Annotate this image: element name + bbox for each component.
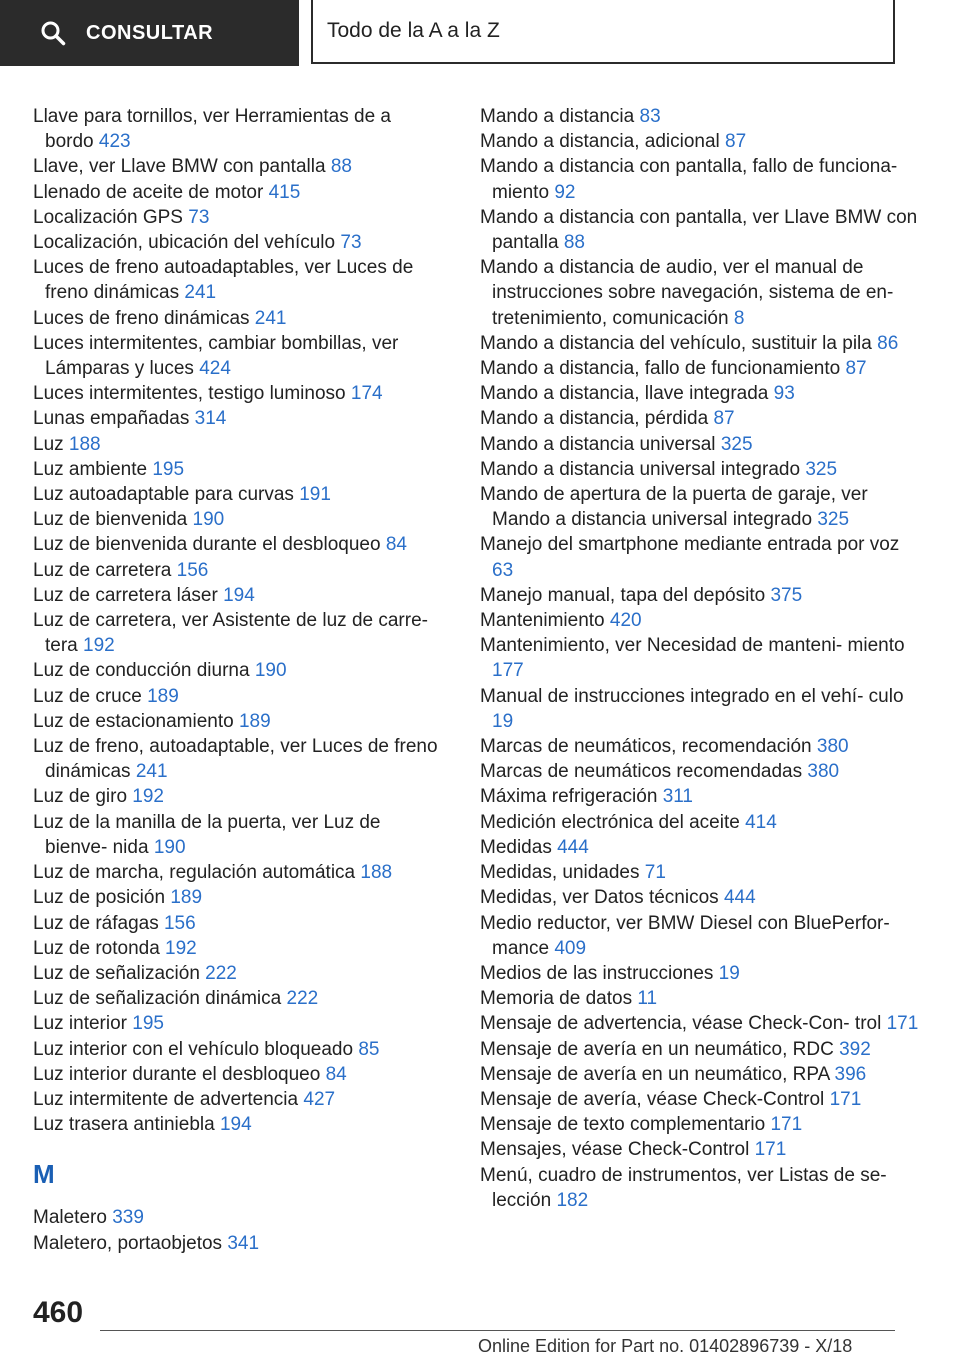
footer-divider <box>100 1330 895 1331</box>
page-link[interactable]: 182 <box>556 1189 589 1211</box>
entry-term: Mando a distancia, pérdida <box>480 408 709 430</box>
entry-term: Luz de freno, autoadaptable, ver Luces de freno dinámicas <box>33 736 438 783</box>
index-entry <box>480 1112 920 1137</box>
index-entry <box>33 1205 443 1230</box>
index-entry <box>480 381 920 406</box>
index-entry <box>480 860 920 885</box>
page-link[interactable]: 192 <box>165 937 197 959</box>
page-link[interactable]: 311 <box>662 786 693 808</box>
page-link[interactable]: 63 <box>492 559 514 581</box>
index-entry <box>33 1011 443 1036</box>
index-entry <box>480 633 920 683</box>
entry-term: Manejo manual, tapa del depósito <box>480 584 766 606</box>
index-entry <box>33 1062 443 1087</box>
page-header <box>0 0 960 66</box>
page-link[interactable]: 314 <box>194 408 227 430</box>
entry-term: Luz intermitente de advertencia <box>33 1088 299 1110</box>
entry-term: Mensaje de advertencia, véase Check-Con‐ trol <box>480 1013 882 1035</box>
page-link[interactable]: 375 <box>770 584 803 606</box>
index-entry <box>480 482 920 532</box>
entry-term: Luz de carretera láser <box>33 584 218 606</box>
index-entry <box>480 835 920 860</box>
entry-term: Mando a distancia, adicional <box>480 131 720 153</box>
index-list-right <box>480 104 920 1213</box>
page-link[interactable]: 171 <box>829 1088 862 1110</box>
page-link[interactable]: 241 <box>254 307 287 329</box>
page-link[interactable]: 380 <box>807 761 840 783</box>
entry-term: Máxima refrigeración <box>480 786 658 808</box>
entry-term: Localización GPS <box>33 206 183 228</box>
index-entry <box>33 961 443 986</box>
consultar-label: CONSULTAR <box>86 21 214 44</box>
page-link[interactable]: 222 <box>286 988 319 1010</box>
page-link[interactable]: 189 <box>147 685 179 707</box>
index-entry <box>33 482 443 507</box>
page-link[interactable]: 325 <box>805 458 838 480</box>
entry-term: Luz de carretera, ver Asistente de luz de carre‐ tera <box>33 610 428 657</box>
entry-term: Medición electrónica del aceite <box>480 811 740 833</box>
page-link[interactable]: 380 <box>816 736 849 758</box>
page-link[interactable]: 92 <box>554 181 576 203</box>
entry-term: Luces de freno dinámicas <box>33 307 250 329</box>
index-entry <box>480 457 920 482</box>
entry-term: Luces intermitentes, testigo luminoso <box>33 383 346 405</box>
entry-term: Luz de la manilla de la puerta, ver Luz de bienve‐ nida <box>33 811 381 858</box>
page-link[interactable]: 444 <box>557 836 589 858</box>
page-link[interactable]: 71 <box>644 862 666 884</box>
entry-term: Mando a distancia con pantalla, ver Llave BMW con pantalla <box>480 206 918 254</box>
index-entry <box>33 180 443 205</box>
page-link[interactable]: 93 <box>773 383 795 405</box>
entry-term: Mensaje de texto complementario <box>480 1114 766 1136</box>
entry-term: Llenado de aceite de motor <box>33 181 264 203</box>
index-entry <box>480 734 920 759</box>
page-link[interactable]: 88 <box>563 232 585 254</box>
page-link[interactable]: 19 <box>492 710 514 732</box>
index-column-right <box>480 104 920 1213</box>
entry-term: Llave, ver Llave BMW con pantalla <box>33 156 326 178</box>
index-list-left <box>33 104 443 1137</box>
page-link[interactable]: 171 <box>770 1114 803 1136</box>
entry-term: Marcas de neumáticos recomendadas <box>480 761 803 783</box>
page-number: 460 <box>33 1296 84 1329</box>
index-entry <box>33 381 443 406</box>
page-link[interactable]: 188 <box>68 433 101 455</box>
entry-term: Maletero <box>33 1207 107 1229</box>
page-link[interactable]: 396 <box>834 1063 867 1085</box>
entry-term: Mando a distancia universal <box>480 433 716 455</box>
entry-term: Luz de señalización <box>33 962 200 984</box>
letter-heading-m: M <box>33 1159 55 1190</box>
page-link[interactable]: 171 <box>754 1139 787 1161</box>
page-link[interactable]: 424 <box>199 358 231 380</box>
index-entry <box>480 154 920 204</box>
page-link[interactable]: 444 <box>723 887 756 909</box>
index-entry <box>33 406 443 431</box>
index-entry <box>33 1112 443 1137</box>
index-entry <box>480 986 920 1011</box>
index-entry <box>480 1163 920 1213</box>
index-entry <box>480 810 920 835</box>
entry-term: Mantenimiento, ver Necesidad de manteni‐ miento <box>480 635 905 657</box>
index-entry <box>33 608 443 658</box>
index-entry <box>480 684 920 734</box>
entry-term: Luces intermitentes, cambiar bombillas, ver Lámparas y luces <box>33 332 399 380</box>
entry-term: Luz de señalización dinámica <box>33 988 282 1010</box>
entry-term: Medidas, unidades <box>480 862 640 884</box>
page-link[interactable]: 84 <box>385 534 407 556</box>
index-entry <box>33 709 443 734</box>
entry-term: Luz de estacionamiento <box>33 710 234 732</box>
index-entry <box>33 684 443 709</box>
page-link[interactable]: 392 <box>839 1038 871 1060</box>
entry-term: Mantenimiento <box>480 610 605 632</box>
page-link[interactable]: 241 <box>135 761 168 783</box>
index-entry <box>33 558 443 583</box>
entry-term: Medios de las instrucciones <box>480 962 714 984</box>
page-link[interactable]: 190 <box>254 660 287 682</box>
page-link[interactable]: 86 <box>877 332 899 354</box>
page-link[interactable]: 19 <box>718 962 740 984</box>
index-entry <box>480 356 920 381</box>
page-link[interactable]: 420 <box>609 610 642 632</box>
entry-term: Medio reductor, ver BMW Diesel con BluePerfor‐ mance <box>480 912 890 959</box>
page-link[interactable]: 8 <box>733 307 745 329</box>
page-link[interactable]: 11 <box>637 988 658 1010</box>
index-entry <box>480 608 920 633</box>
index-entry <box>33 457 443 482</box>
page-link[interactable]: 88 <box>330 156 352 178</box>
index-entry <box>33 1087 443 1112</box>
index-entry <box>480 1062 920 1087</box>
page-link[interactable]: 192 <box>132 786 164 808</box>
entry-term: Luz de cruce <box>33 685 142 707</box>
page-link[interactable]: 156 <box>176 559 209 581</box>
page-link[interactable]: 423 <box>98 131 131 153</box>
entry-term: Luz de giro <box>33 786 128 808</box>
entry-term: Luz interior <box>33 1013 127 1035</box>
index-entry <box>33 885 443 910</box>
page-link[interactable]: 177 <box>492 660 524 682</box>
index-entry <box>480 583 920 608</box>
index-entry <box>480 885 920 910</box>
entry-term: Luz trasera antiniebla <box>33 1114 215 1136</box>
page-link[interactable]: 427 <box>303 1088 336 1110</box>
index-entry <box>480 1137 920 1162</box>
entry-term: Luz de conducción diurna <box>33 660 250 682</box>
index-entry <box>33 205 443 230</box>
index-entry <box>33 658 443 683</box>
entry-term: Luz <box>33 433 64 455</box>
page-link[interactable]: 85 <box>358 1038 380 1060</box>
entry-term: Mando a distancia, llave integrada <box>480 383 769 405</box>
entry-term: Medidas <box>480 836 552 858</box>
entry-term: Luz de rotonda <box>33 937 160 959</box>
page-link[interactable]: 84 <box>325 1063 347 1085</box>
entry-term: Mando a distancia, fallo de funcionamiento <box>480 358 841 380</box>
index-entry <box>33 507 443 532</box>
page-link[interactable]: 192 <box>83 635 115 657</box>
entry-term: Mando a distancia universal integrado <box>480 458 801 480</box>
entry-term: Mando a distancia con pantalla, fallo de funciona‐ miento <box>480 156 898 203</box>
entry-term: Manual de instrucciones integrado en el vehí‐ culo <box>480 685 904 707</box>
index-entry <box>480 1087 920 1112</box>
page-link[interactable]: 194 <box>223 584 255 606</box>
entry-term: Mando a distancia del vehículo, sustituir la pila <box>480 332 872 354</box>
index-entry <box>33 1037 443 1062</box>
index-entry <box>480 331 920 356</box>
entry-term: Luz de carretera <box>33 559 172 581</box>
entry-term: Luz de bienvenida durante el desbloqueo <box>33 534 381 556</box>
index-entry <box>33 810 443 860</box>
index-entry <box>33 583 443 608</box>
index-entry <box>33 986 443 1011</box>
page-link[interactable]: 194 <box>219 1114 252 1136</box>
consultar-tab[interactable] <box>0 0 299 66</box>
index-entry <box>480 784 920 809</box>
index-entry <box>33 1231 443 1256</box>
index-column-left <box>33 104 443 1256</box>
index-entry <box>33 734 443 784</box>
entry-term: Mensaje de avería en un neumático, RDC <box>480 1038 834 1060</box>
search-icon <box>40 20 66 46</box>
entry-term: Memoria de datos <box>480 988 633 1010</box>
index-entry <box>480 532 920 582</box>
page-link[interactable]: 189 <box>170 887 203 909</box>
entry-term: Mensaje de avería en un neumático, RPA <box>480 1063 830 1085</box>
page-link[interactable]: 341 <box>227 1232 260 1254</box>
page-link[interactable]: 195 <box>152 458 185 480</box>
page-link[interactable]: 415 <box>268 181 301 203</box>
page-link[interactable]: 73 <box>188 206 210 228</box>
entry-term: Medidas, ver Datos técnicos <box>480 887 719 909</box>
index-entry <box>33 255 443 305</box>
entry-term: Luces de freno autoadaptables, ver Luces de freno dinámicas <box>33 257 414 304</box>
page-link[interactable]: 325 <box>720 433 753 455</box>
page-link[interactable]: 190 <box>192 509 225 531</box>
page-link[interactable]: 339 <box>112 1207 144 1229</box>
page-link[interactable]: 87 <box>713 408 735 430</box>
index-entry <box>33 230 443 255</box>
entry-term: Mando a distancia de audio, ver el manual de instrucciones sobre navegación, sistema de en‐ tretenimiento, comunicación <box>480 257 894 329</box>
page-link[interactable]: 189 <box>238 710 271 732</box>
entry-term: Mensajes, véase Check-Control <box>480 1139 750 1161</box>
page-link[interactable]: 409 <box>554 937 587 959</box>
page-link[interactable]: 87 <box>725 131 747 153</box>
entry-term: Luz de ráfagas <box>33 912 159 934</box>
entry-term: Localización, ubicación del vehículo <box>33 232 336 254</box>
page-link[interactable]: 188 <box>360 862 393 884</box>
entry-term: Mensaje de avería, véase Check-Control <box>480 1088 825 1110</box>
entry-term: Marcas de neumáticos, recomendación <box>480 736 812 758</box>
section-title <box>311 0 895 64</box>
page-link[interactable]: 73 <box>340 232 362 254</box>
index-entry <box>480 1037 920 1062</box>
section-title-text: Todo de la A a la Z <box>327 19 500 42</box>
entry-term: Luz ambiente <box>33 458 148 480</box>
edition-footer: Online Edition for Part no. 01402896739 - X/18 <box>478 1336 853 1356</box>
page-link[interactable]: 83 <box>639 106 661 127</box>
index-entry <box>33 784 443 809</box>
page-link[interactable]: 241 <box>184 282 217 304</box>
entry-term: Mando de apertura de la puerta de garaje, ver Mando a distancia universal integrado <box>480 484 868 531</box>
index-list-m <box>33 1205 443 1255</box>
page-link[interactable]: 195 <box>132 1013 164 1035</box>
entry-term: Luz interior con el vehículo bloqueado <box>33 1038 354 1060</box>
index-entry <box>480 911 920 961</box>
entry-term: Llave para tornillos, ver Herramientas de a bordo <box>33 106 392 153</box>
entry-term: Maletero, portaobjetos <box>33 1232 223 1254</box>
page-link[interactable]: 156 <box>163 912 196 934</box>
index-entry <box>33 860 443 885</box>
index-entry <box>480 129 920 154</box>
entry-term: Luz de marcha, regulación automática <box>33 862 356 884</box>
index-entry <box>33 432 443 457</box>
index-entry <box>33 331 443 381</box>
index-entry <box>480 104 920 129</box>
entry-term: Luz autoadaptable para curvas <box>33 484 294 506</box>
index-entry <box>33 911 443 936</box>
entry-term: Luz interior durante el desbloqueo <box>33 1063 321 1085</box>
page-link[interactable]: 87 <box>845 358 867 380</box>
index-entry <box>480 205 920 255</box>
entry-term: Lunas empañadas <box>33 408 190 430</box>
index-entry <box>33 306 443 331</box>
entry-term: Luz de posición <box>33 887 166 909</box>
index-entry <box>480 255 920 331</box>
page-link[interactable]: 171 <box>886 1013 919 1035</box>
page-link[interactable]: 414 <box>745 811 777 833</box>
index-entry <box>33 154 443 179</box>
entry-term: Menú, cuadro de instrumentos, ver Listas de se‐ lección <box>480 1164 887 1211</box>
page-link[interactable]: 191 <box>299 484 331 506</box>
entry-term: Manejo del smartphone mediante entrada por voz <box>480 534 900 556</box>
page-link[interactable]: 190 <box>153 836 186 858</box>
index-entry <box>480 406 920 431</box>
index-entry <box>33 936 443 961</box>
entry-term: Mando a distancia <box>480 106 635 127</box>
index-entry <box>480 759 920 784</box>
index-entry <box>480 432 920 457</box>
index-entry <box>33 532 443 557</box>
page-link[interactable]: 325 <box>817 509 850 531</box>
page-link[interactable]: 222 <box>205 962 237 984</box>
index-entry <box>33 104 443 154</box>
index-entry <box>480 1011 920 1036</box>
entry-term: Luz de bienvenida <box>33 509 188 531</box>
page-link[interactable]: 174 <box>350 383 383 405</box>
index-entry <box>480 961 920 986</box>
